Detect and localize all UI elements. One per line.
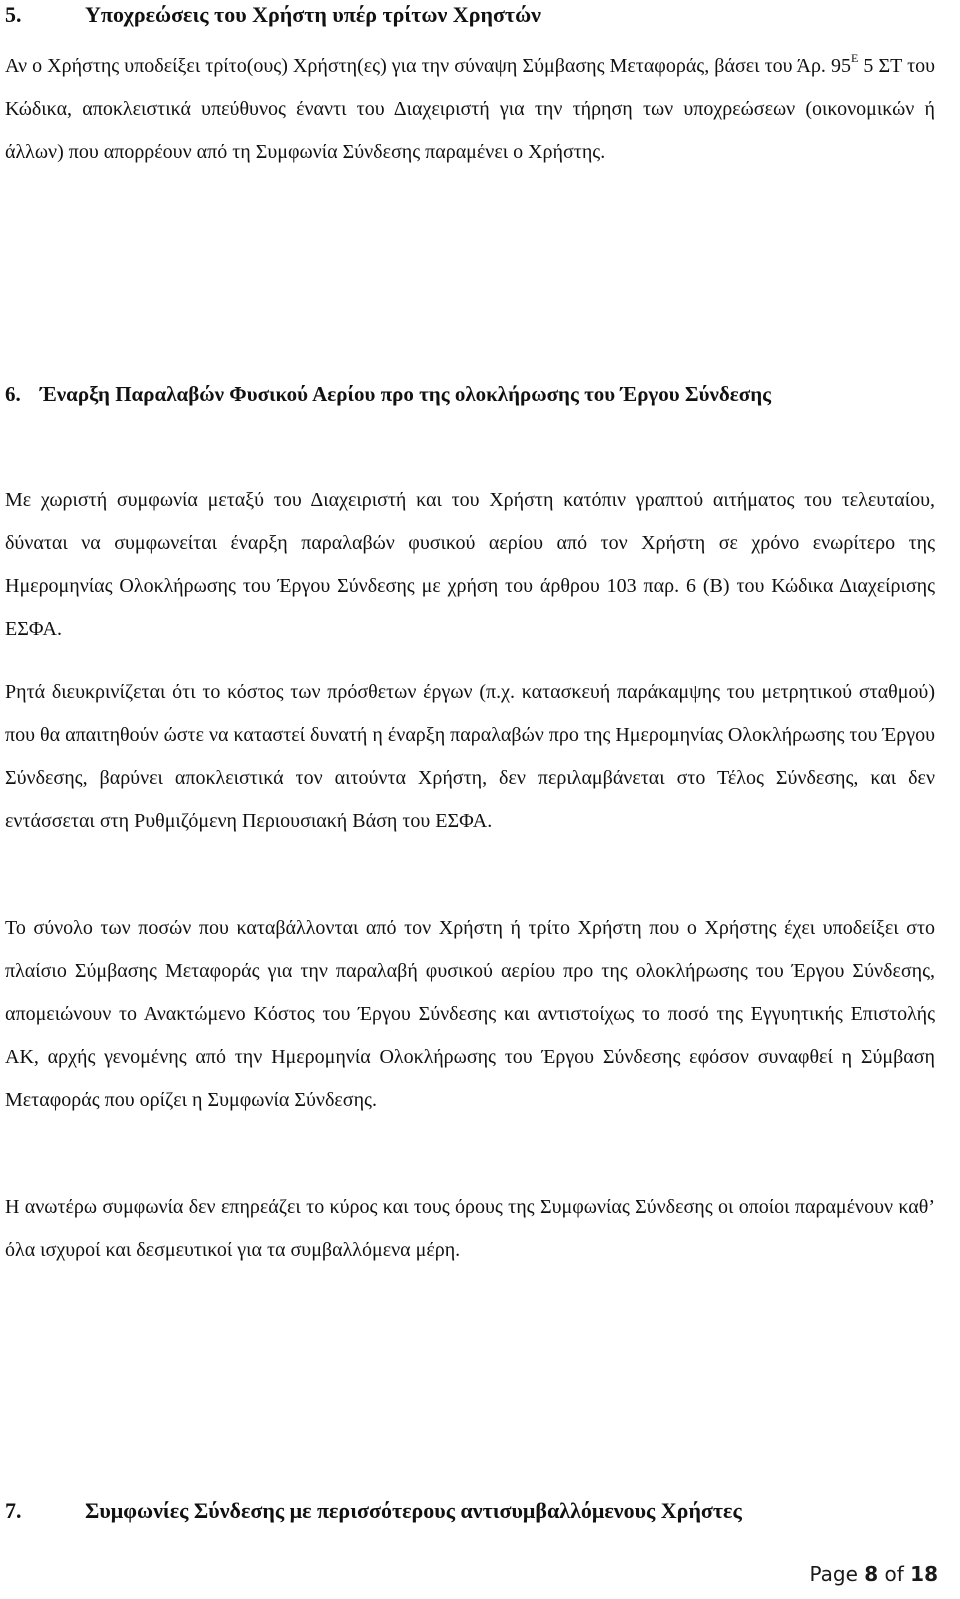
section-7-title: Συμφωνίες Σύνδεσης με περισσότερους αντισυμβαλλόμενους Χρήστες xyxy=(85,1498,742,1523)
section-6-paragraph-1: Με χωριστή συμφωνία μεταξύ του Διαχειριστή και του Χρήστη κατόπιν γραπτού αιτήματος του τελευταίου, δύναται να συμφωνείται έναρξη παραλαβών φυσικού αερίου από τον Χρήστη σε χρόνο ενωρίτερο της Ημερομηνίας Ολοκλήρωσης του Έργου Σύνδεσης με χρήση του άρθρου 103 παρ. 6 (Β) του Κώδικα Διαχείρισης ΕΣΦΑ. xyxy=(5,489,935,640)
section-7-heading xyxy=(5,1498,742,1524)
footer-middle: of xyxy=(878,1562,911,1586)
section-5-paragraph xyxy=(5,45,935,174)
section-5-text-part2: 5 ΣΤ του Κώδικα, αποκλειστικά υπεύθυνος έναντι του Διαχειριστή για την τήρηση των υποχρεώσεων (οικονομικών ή άλλων) που απορρέουν από τη Συμφωνία Σύνδεσης παραμένει ο Χρήστης. xyxy=(5,55,936,163)
footer-current-page: 8 xyxy=(864,1562,879,1586)
section-5-title: Υποχρεώσεις του Χρήστη υπέρ τρίτων Χρηστών xyxy=(85,2,541,27)
footer-total-pages: 18 xyxy=(910,1562,938,1586)
section-6-title: Έναρξη Παραλαβών Φυσικού Αερίου προ της ολοκλήρωσης του Έργου Σύνδεσης xyxy=(40,382,771,406)
section-5-text-part1: Αν ο Χρήστης υποδείξει τρίτο(ους) Χρήστη(ες) για την σύναψη Σύμβασης Μεταφοράς, βάσει του Άρ. 95 xyxy=(5,55,851,77)
page-number-footer xyxy=(809,1561,938,1587)
section-5-heading xyxy=(5,2,541,28)
section-6-number: 6. xyxy=(5,382,21,406)
section-7-number: 7. xyxy=(5,1498,22,1523)
section-6-paragraph-4: Η ανωτέρω συμφωνία δεν επηρεάζει το κύρος και τους όρους της Συμφωνίας Σύνδεσης οι οποίοι παραμένουν καθ’ όλα ισχυροί και δεσμευτικοί για τα συμβαλλόμενα μέρη. xyxy=(5,1196,935,1261)
section-5-superscript: Ε xyxy=(851,51,859,65)
section-6-paragraph-3: Το σύνολο των ποσών που καταβάλλονται από τον Χρήστη ή τρίτο Χρήστη που ο Χρήστης έχει υποδείξει στο πλαίσιο Σύμβασης Μεταφοράς για την παραλαβή φυσικού αερίου προ της ολοκλήρωσης του Έργου Σύνδεσης, απομειώνουν το Ανακτώμενο Κόστος του Έργου Σύνδεσης και αντιστοίχως το ποσό της Εγγυητικής Επιστολής ΑΚ, αρχής γενομένης από την Ημερομηνία Ολοκλήρωσης του Έργου Σύνδεσης εφόσον συναφθεί η Σύμβαση Μεταφοράς που ορίζει η Συμφωνία Σύνδεσης. xyxy=(5,917,935,1111)
section-5-number: 5. xyxy=(5,2,22,27)
footer-prefix: Page xyxy=(809,1562,865,1586)
section-6-paragraph-2: Ρητά διευκρινίζεται ότι το κόστος των πρόσθετων έργων (π.χ. κατασκευή παράκαμψης του μετρητικού σταθμού) που θα απαιτηθούν ώστε να καταστεί δυνατή η έναρξη παραλαβών προ της Ημερομηνίας Ολοκλήρωσης του Έργου Σύνδεσης, βαρύνει αποκλειστικά τον αιτούντα Χρήστη, δεν περιλαμβάνεται στο Τέλος Σύνδεσης, και δεν εντάσσεται στη Ρυθμιζόμενη Περιουσιακή Βάση του ΕΣΦΑ. xyxy=(5,681,935,832)
section-6-heading xyxy=(5,373,935,416)
